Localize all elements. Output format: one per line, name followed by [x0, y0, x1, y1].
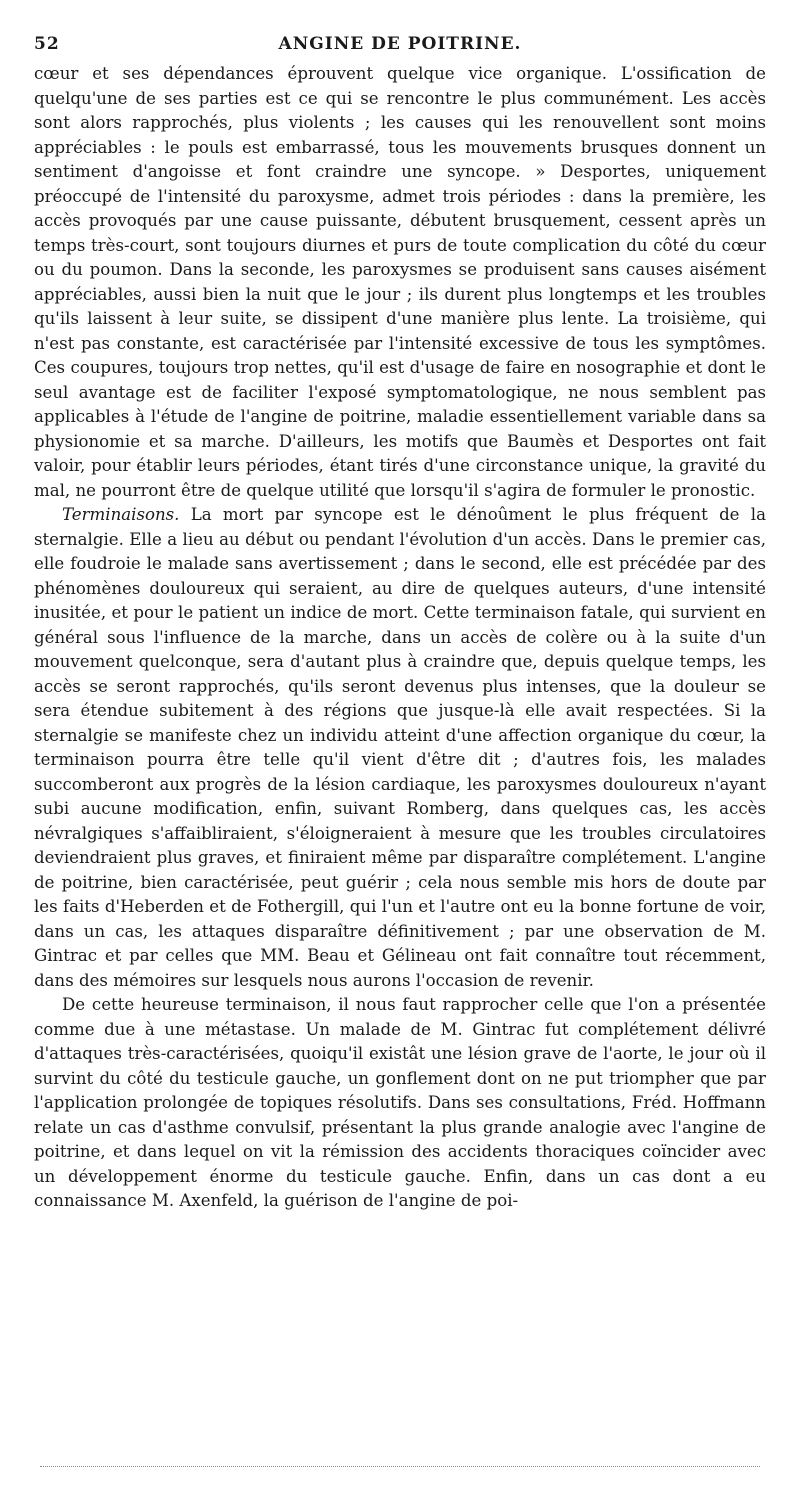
running-title: ANGINE DE POITRINE. — [278, 34, 522, 54]
paragraph-terminaisons — [34, 503, 766, 993]
footer-rule — [40, 1466, 760, 1467]
section-title: Terminaisons. — [62, 505, 180, 524]
book-page — [34, 30, 766, 1214]
running-head — [34, 30, 766, 60]
paragraph-metastase: De cette heureuse terminaison, il nous faut rapprocher celle que l'on a présentée comme due à une métastase. Un malade de M. Gintrac fut complétement délivré d'attaques très-caractérisées, quoiqu'il existât une lésion grave de l'aorte, le jour où il survint du côté du testicule gauche, un gonflement dont on ne put triompher que par l'application prolongée de topiques résolutifs. Dans ses consultations, Fréd. Hoffmann relate un cas d'asthme convulsif, présentant la plus grande analogie avec l'angine de poitrine, et dans lequel on vit la rémission des accidents thoraciques coïncider avec un développement énorme du testicule gauche. Enfin, dans un cas dont a eu connaissance M. Axenfeld, la guérison de l'angine de poi- — [34, 995, 766, 1210]
body-text — [34, 62, 766, 1214]
page-number: 52 — [34, 34, 60, 54]
paragraph-terminaisons-text: La mort par syncope est le dénoûment le plus fréquent de la sternalgie. Elle a lieu au début ou pendant l'évolution d'un accès. Dans le premier cas, elle foudroie le malade sans avertissement ; dans le second, elle est précédée par des phénomènes douloureux qui seraient, au dire de quelques auteurs, d'une intensité inusitée, et pour le patient un indice de mort. Cette terminaison fatale, qui survient en général sous l'influence de la marche, dans un accès de colère ou à la suite d'un mouvement quelconque, sera d'autant plus à craindre que, depuis quelque temps, les accès se seront rapprochés, qu'ils seront devenus plus intenses, que la douleur se sera étendue subitement à des régions que jusque-là elle avait respectées. Si la sternalgie se manifeste chez un individu atteint d'une affection organique du cœur, la terminaison pourra être telle qu'il vient d'être dit ; d'autres fois, les malades succomberont aux progrès de la lésion cardiaque, les paroxysmes douloureux n'ayant subi aucune modification, enfin, suivant Romberg, dans quelques cas, les accès névralgiques s'affaibliraient, s'éloigneraient à mesure que les troubles circulatoires deviendraient plus graves, et finiraient même par disparaître complétement. L'angine de poitrine, bien caractérisée, peut guérir ; cela nous semble mis hors de doute par les faits d'Heberden et de Fothergill, qui l'un et l'autre ont eu la bonne fortune de voir, dans un cas, les attaques disparaître définitivement ; par une observation de M. Gintrac et par celles que MM. Beau et Gélineau ont fait connaître tout récemment, dans des mémoires sur lesquels nous aurons l'occasion de revenir. — [34, 505, 766, 990]
paragraph-continuation: cœur et ses dépendances éprouvent quelque vice organique. L'ossification de quelqu'une de ses parties est ce qui se rencontre le plus communément. Les accès sont alors rapprochés, plus violents ; les causes qui les renouvellent sont moins appréciables : le pouls est embarrassé, tous les mouvements brusques donnent un sentiment d'angoisse et font craindre une syncope. » Desportes, uniquement préoccupé de l'intensité du paroxysme, admet trois périodes : dans la première, les accès provoqués par une cause puissante, débutent brusquement, cessent après un temps très-court, sont toujours diurnes et purs de toute complication du côté du cœur ou du poumon. Dans la seconde, les paroxysmes se produisent sans causes aisément appréciables, aussi bien la nuit que le jour ; ils durent plus longtemps et les troubles qu'ils laissent à leur suite, se dissipent d'une manière plus lente. La troisième, qui n'est pas constante, est caractérisée par l'intensité excessive de tous les symptômes. Ces coupures, toujours trop nettes, qu'il est d'usage de faire en nosographie et dont le seul avantage est de faciliter l'exposé symptomatologique, ne nous semblent pas applicables à l'étude de l'angine de poitrine, maladie essentiellement variable dans sa physionomie et sa marche. D'ailleurs, les motifs que Baumès et Desportes ont fait valoir, pour établir leurs périodes, étant tirés d'une circonstance unique, la gravité du mal, ne pourront être de quelque utilité que lorsqu'il s'agira de formuler le pronostic. — [34, 64, 766, 500]
